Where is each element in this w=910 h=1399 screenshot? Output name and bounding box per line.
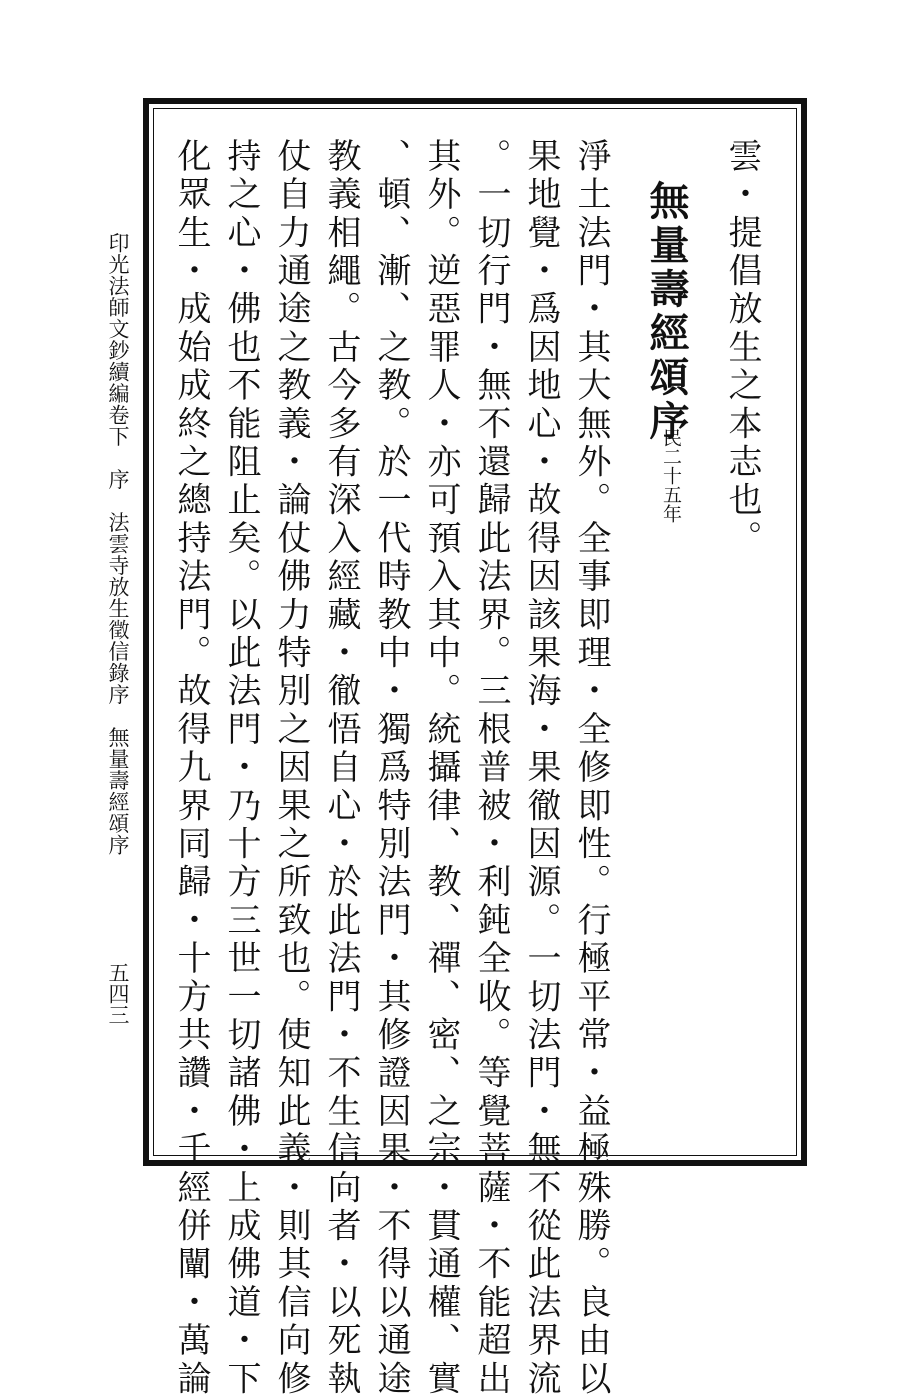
text-line-9: 化眾生・成始成終之總持法門。故得九界同歸・十方共讚・千經併闡・萬論 — [171, 138, 211, 1399]
section-title: 無量壽經頌序 — [643, 180, 690, 444]
running-head: 印光法師文鈔續編卷下 序 法雲寺放生徵信錄序 無量壽經頌序 — [106, 232, 130, 856]
text-line-3: 。一切行門・無不還歸此法界。三根普被・利鈍全收。等覺菩薩・不能超出 — [471, 138, 511, 1399]
text-line-7: 仗自力通途之教義・論仗佛力特別之因果之所致也。使知此義・則其信向修 — [271, 138, 311, 1399]
page-number: 五四三 — [106, 962, 130, 1025]
text-line-2: 果地覺・爲因地心・故得因該果海・果徹因源。一切法門・無不從此法界流 — [521, 138, 561, 1399]
text-line-6: 教義相繩。古今多有深入經藏・徹悟自心・於此法門・不生信向者・以死執 — [321, 138, 361, 1399]
section-date: 民二十五年 — [660, 428, 682, 523]
text-line-4: 其外。逆惡罪人・亦可預入其中。統攝律、教、禪、密、之宗・貫通權、實 — [421, 138, 461, 1399]
text-line-8: 持之心・佛也不能阻止矣。以此法門・乃十方三世一切諸佛・上成佛道・下 — [221, 138, 261, 1399]
text-line-1: 淨土法門・其大無外。全事即理・全修即性。行極平常・益極殊勝。良由以 — [571, 138, 611, 1399]
text-line-5: 、頓、漸、之教。於一代時教中・獨爲特別法門・其修證因果・不得以通途 — [371, 138, 411, 1399]
continuation-line: 雲・提倡放生之本志也。 — [722, 138, 762, 559]
